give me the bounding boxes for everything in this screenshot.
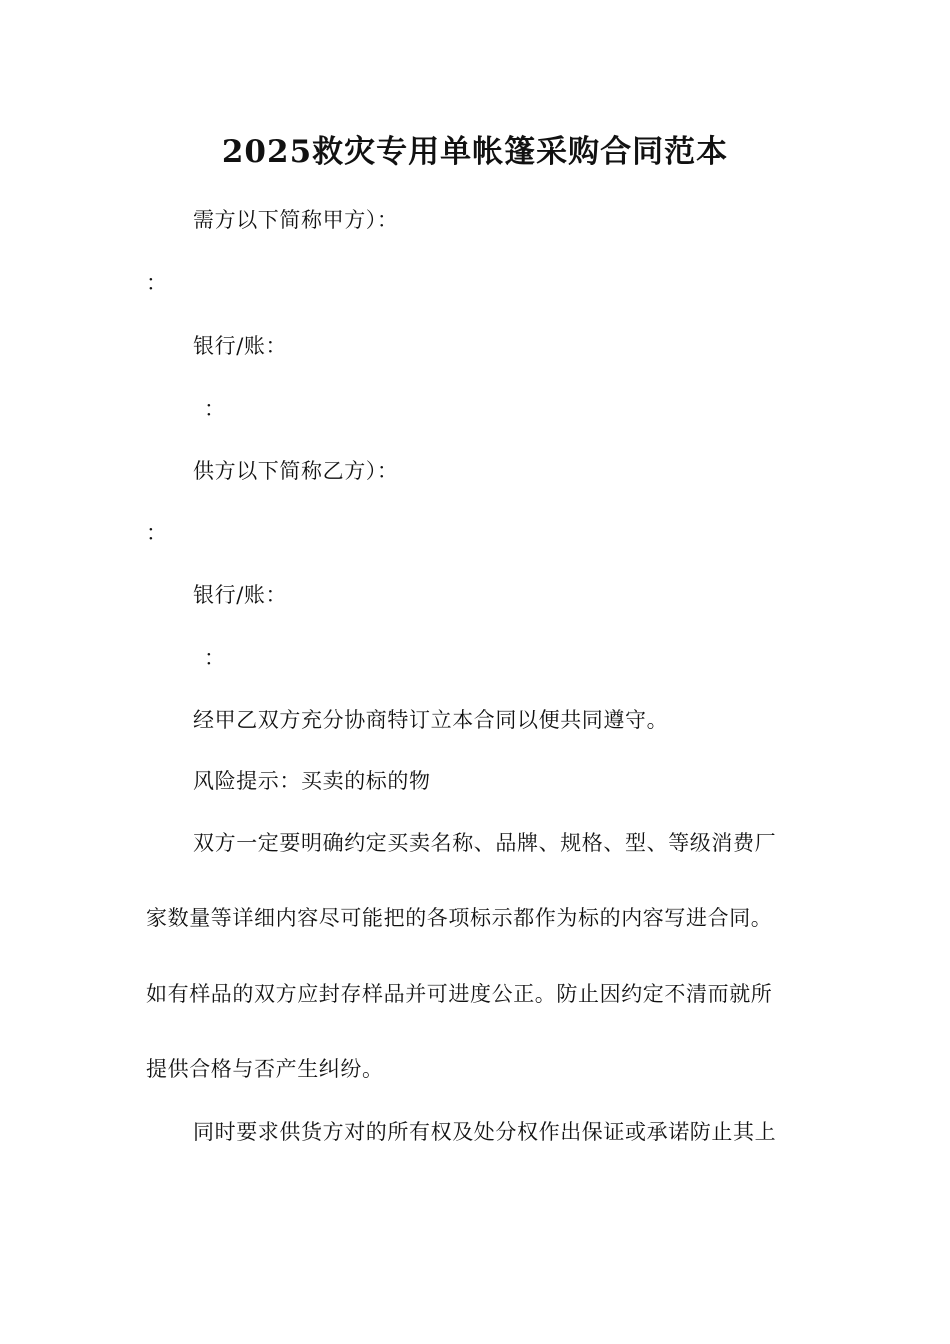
seller-address-line: ： [146, 521, 168, 545]
paragraph-line: 家数量等详细内容尽可能把的各项标示都作为标的内容写进合同。 [146, 906, 773, 930]
document-title: 2025救灾专用单帐篷采购合同范本 [221, 134, 729, 170]
buyer-label: 需方以下简称甲方）： [193, 208, 399, 232]
buyer-address-line: ： [146, 271, 168, 295]
paragraph-line: 双方一定要明确约定买卖名称、品牌、规格、型、等级消费厂 [193, 831, 777, 855]
buyer-phone-line: ： [204, 397, 226, 421]
seller-phone-line: ： [204, 646, 226, 670]
buyer-bank-account: 银行/账： [193, 334, 288, 358]
paragraph-line: 提供合格与否产生纠纷。 [146, 1057, 384, 1081]
agreement-statement: 经甲乙双方充分协商特订立本合同以便共同遵守。 [193, 708, 669, 732]
paragraph-line: 如有样品的双方应封存样品并可进度公正。防止因约定不清而就所 [146, 982, 773, 1006]
paragraph-line: 同时要求供货方对的所有权及处分权作出保证或承诺防止其上 [193, 1120, 777, 1144]
seller-label: 供方以下简称乙方）： [193, 459, 399, 483]
risk-tip-heading: 风险提示：买卖的标的物 [193, 769, 431, 793]
seller-bank-account: 银行/账： [193, 583, 288, 607]
